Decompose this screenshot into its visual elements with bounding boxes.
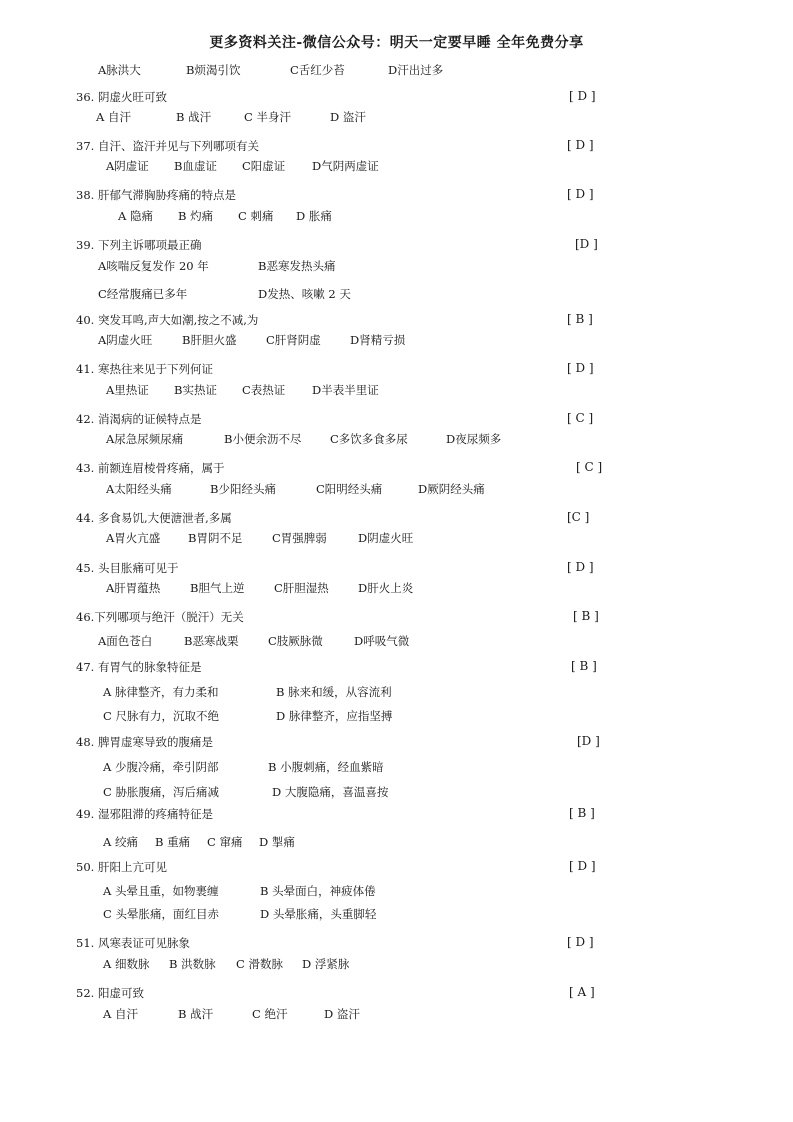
question-52: 52. 阳虚可致 [76, 986, 144, 1000]
option-b: B 脉来和缓，从容流利 [276, 685, 392, 699]
options-44 [106, 530, 413, 546]
answer-43: [ C ] [576, 460, 603, 474]
option-a: A 绞痛 [103, 835, 138, 849]
option-c: C肝胆湿热 [274, 581, 329, 595]
option-d: D气阴两虚证 [312, 159, 379, 173]
option-b: B胃阴不足 [188, 531, 243, 545]
answer-41: [ D ] [567, 361, 594, 375]
option-b: B少阳经头痛 [210, 482, 276, 496]
options-47-row2 [103, 708, 392, 724]
option-c: C 窜痛 [207, 835, 243, 849]
option-a: A阴虚证 [106, 159, 149, 173]
option-d: D 盗汗 [330, 110, 366, 124]
page-header: 更多资料关注-微信公众号：明天一定要早睡 全年免费分享 [209, 35, 584, 51]
option-a: A 脉律整齐，有力柔和 [103, 685, 219, 699]
option-d: D发热、咳嗽 2 天 [258, 287, 351, 301]
option-b: B血虚证 [174, 159, 217, 173]
option-a: A 少腹冷痛，牵引阴部 [103, 760, 219, 774]
option-b: B 头晕面白，神疲体倦 [260, 884, 376, 898]
options-37 [106, 158, 379, 174]
answer-52: [ A ] [569, 985, 595, 999]
options-50-row2 [103, 906, 376, 922]
option-d: D 浮紧脉 [302, 957, 350, 971]
question-38: 38. 肝郁气滞胸胁疼痛的特点是 [76, 188, 236, 202]
options-46 [98, 633, 409, 649]
question-36: 36. 阴虚火旺可致 [76, 90, 167, 104]
question-50: 50. 肝阳上亢可见 [76, 860, 167, 874]
option-b: B 灼痛 [178, 209, 214, 223]
option-c: C表热证 [242, 383, 286, 397]
option-a: A 隐痛 [118, 209, 153, 223]
option-b: B 重痛 [155, 835, 191, 849]
question-44: 44. 多食易饥,大便溏泄者,多属 [76, 511, 232, 525]
answer-47: [ B ] [571, 659, 597, 673]
options-41 [106, 382, 379, 398]
option-c: C 刺痛 [238, 209, 274, 223]
option-a: A 细数脉 [103, 957, 150, 971]
option-c: C 绝汗 [252, 1007, 288, 1021]
options-45 [106, 580, 413, 596]
option-b: B烦渴引饮 [186, 63, 241, 77]
options-50 [103, 883, 376, 899]
option-a: A阴虚火旺 [98, 333, 153, 347]
option-a: A太阳经头痛 [106, 482, 172, 496]
option-b: B肝胆火盛 [182, 333, 237, 347]
options-36 [96, 109, 366, 125]
question-48: 48. 脾胃虚寒导致的腹痛是 [76, 735, 213, 749]
option-d: D厥阴经头痛 [418, 482, 485, 496]
option-d: D 掣痛 [259, 835, 295, 849]
option-c: C阳明经头痛 [316, 482, 383, 496]
question-40: 40. 突发耳鸣,声大如潮,按之不减,为 [76, 313, 259, 327]
answer-40: [ B ] [567, 312, 593, 326]
option-a: A 自汗 [96, 110, 131, 124]
option-c: C 半身汗 [244, 110, 291, 124]
options-40 [98, 332, 405, 348]
option-c: C肢厥脉微 [268, 634, 323, 648]
options-51 [103, 956, 349, 972]
options-39 [98, 258, 335, 274]
option-d: D阴虚火旺 [358, 531, 414, 545]
option-a: A咳喘反复发作 20 年 [98, 259, 209, 273]
question-49: 49. 湿邪阻滞的疼痛特征是 [76, 807, 213, 821]
question-37: 37. 自汗、盗汗并见与下列哪项有关 [76, 139, 259, 153]
answer-51: [ D ] [567, 935, 594, 949]
option-c: C肝肾阴虚 [266, 333, 321, 347]
options-49 [103, 834, 295, 850]
options-42 [106, 431, 501, 447]
question-39: 39. 下列主诉哪项最正确 [76, 238, 202, 252]
answer-46: [ B ] [573, 609, 599, 623]
option-b: B胆气上逆 [190, 581, 245, 595]
option-c: C 尺脉有力，沉取不绝 [103, 709, 219, 723]
option-d: D半表半里证 [312, 383, 379, 397]
option-d: D 胀痛 [296, 209, 332, 223]
answer-49: [ B ] [569, 806, 595, 820]
option-a: A面色苍白 [98, 634, 153, 648]
options-48-row2 [103, 784, 388, 800]
question-42: 42. 消渴病的证候特点是 [76, 412, 202, 426]
option-a: A 自汗 [103, 1007, 138, 1021]
question-43: 43. 前额连眉棱骨疼痛，属于 [76, 461, 225, 475]
answer-48: [D ] [577, 734, 600, 748]
option-b: B 小腹刺痛，经血紫暗 [268, 760, 384, 774]
option-c: C 滑数脉 [236, 957, 283, 971]
option-b: B实热证 [174, 383, 217, 397]
option-d: D 大腹隐痛，喜温喜按 [272, 785, 389, 799]
question-51: 51. 风寒表证可见脉象 [76, 936, 190, 950]
option-b: B 战汗 [176, 110, 212, 124]
options-39-row2 [98, 286, 351, 302]
answer-38: [ D ] [567, 187, 594, 201]
option-c: C舌红少苔 [290, 63, 345, 77]
option-c: C阳虚证 [242, 159, 286, 173]
answer-44: [C ] [567, 510, 590, 524]
options-48 [103, 759, 384, 775]
options-47 [103, 684, 392, 700]
question-46: 46.下列哪项与绝汗（脱汗）无关 [76, 610, 244, 624]
option-c: C经常腹痛已多年 [98, 287, 188, 301]
option-c: C多饮多食多尿 [330, 432, 408, 446]
answer-45: [ D ] [567, 560, 594, 574]
option-a: A胃火亢盛 [106, 531, 161, 545]
option-a: A 头晕且重，如物裹缠 [103, 884, 219, 898]
option-d: D肝火上炎 [358, 581, 414, 595]
option-a: A脉洪大 [98, 63, 141, 77]
option-d: D汗出过多 [388, 63, 444, 77]
question-41: 41. 寒热往来见于下列何证 [76, 362, 213, 376]
option-d: D 头晕胀痛，头重脚轻 [260, 907, 377, 921]
answer-37: [ D ] [567, 138, 594, 152]
answer-36: [ D ] [569, 89, 596, 103]
option-d: D 脉律整齐，应指坚搏 [276, 709, 393, 723]
answer-39: [D ] [575, 237, 598, 251]
option-c: C 头晕胀痛，面红目赤 [103, 907, 219, 921]
answer-50: [ D ] [569, 859, 596, 873]
option-b: B恶寒发热头痛 [258, 259, 336, 273]
option-b: B 洪数脉 [169, 957, 216, 971]
option-b: B小便余沥不尽 [224, 432, 302, 446]
option-c: C 胁胀腹痛，泻后痛减 [103, 785, 219, 799]
options-52 [103, 1006, 360, 1022]
options-38 [118, 208, 332, 224]
option-a: A里热证 [106, 383, 149, 397]
option-b: B恶寒战栗 [184, 634, 239, 648]
prev-options [98, 62, 443, 78]
option-b: B 战汗 [178, 1007, 214, 1021]
option-d: D呼吸气微 [354, 634, 410, 648]
option-d: D夜尿频多 [446, 432, 502, 446]
answer-42: [ C ] [567, 411, 594, 425]
option-c: C胃强脾弱 [272, 531, 327, 545]
question-45: 45. 头目胀痛可见于 [76, 561, 179, 575]
question-47: 47. 有胃气的脉象特征是 [76, 660, 202, 674]
options-43 [106, 481, 485, 497]
option-d: D肾精亏损 [350, 333, 406, 347]
option-a: A肝胃蕴热 [106, 581, 161, 595]
option-d: D 盗汗 [324, 1007, 360, 1021]
option-a: A尿急尿频尿痛 [106, 432, 184, 446]
